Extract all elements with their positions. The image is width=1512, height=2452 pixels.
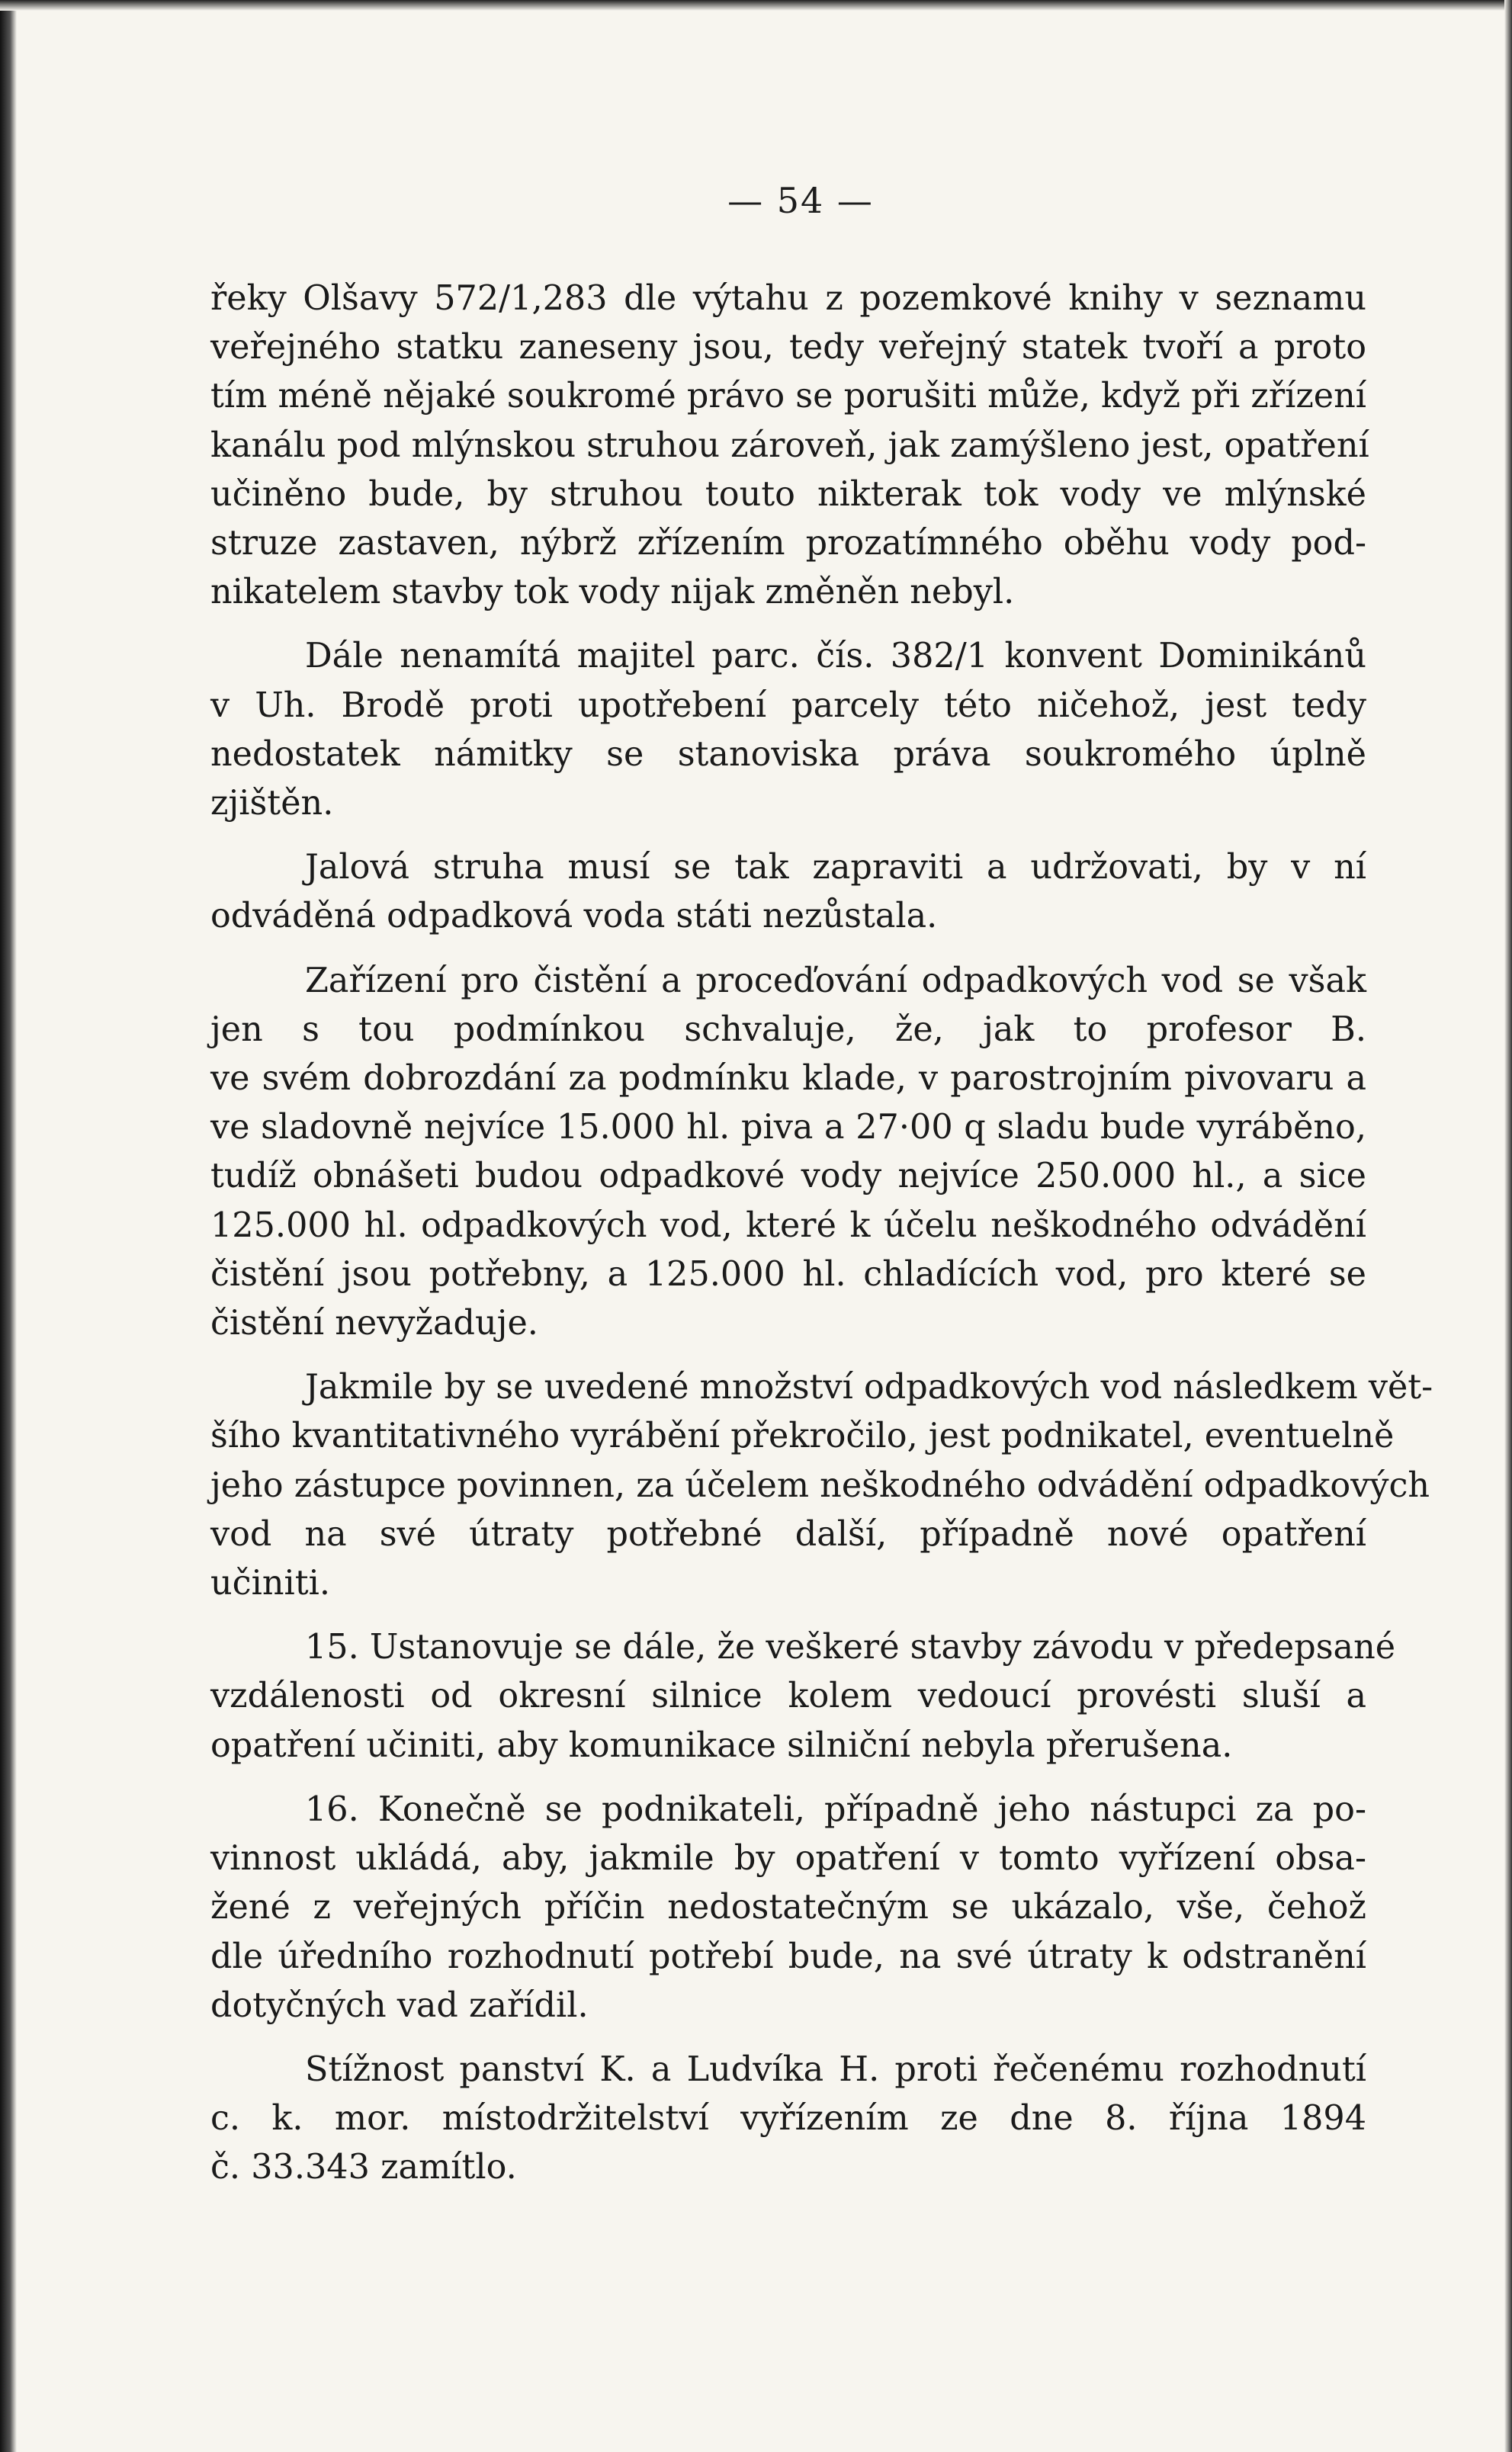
text-line: jeho zástupce povinnen, za účelem neškodného odvádění odpadkových	[210, 1465, 1430, 1505]
text-line: č. 33.343 zamítlo.	[210, 2148, 517, 2187]
text-line: vod na své útraty potřebné další, případně nové opatření	[210, 1514, 1366, 1554]
text-line: nikatelem stavby tok vody nijak změněn nebyl.	[210, 573, 1015, 612]
page-number: — 54 —	[727, 180, 874, 221]
text-line: dotyčných vad zařídil.	[210, 1985, 589, 2025]
paragraph-3	[210, 843, 1366, 941]
text-line: ve sladovně nejvíce 15.000 hl. piva a 27·00 q sladu bude vyráběno,	[210, 1108, 1366, 1147]
text-line: 125.000 hl. odpadkových vod, které k účelu neškodného odvádění	[210, 1205, 1366, 1245]
text-line: čistění nevyžaduje.	[210, 1304, 538, 1343]
text-line: nedostatek námitky se stanoviska práva soukromého úplně	[210, 734, 1366, 774]
text-line: kanálu pod mlýnskou struhou zároveň, jak zamýšleno jest, opatření	[210, 425, 1369, 465]
paragraph-16	[210, 1786, 1366, 2030]
text-line: řeky Olšavy 572/1,283 dle výtahu z pozemkové knihy v seznamu	[210, 279, 1366, 318]
paragraph-1	[210, 274, 1369, 617]
text-line: tudíž obnášeti budou odpadkové vody nejvíce 250.000 hl., a sice	[210, 1157, 1366, 1196]
text-line: vinnost ukládá, aby, jakmile by opatření v tomto vyřízení obsa-	[210, 1839, 1366, 1879]
body-text	[210, 274, 1433, 2208]
text-line: veřejného statku zaneseny jsou, tedy veřejný statek tvoří a proto	[210, 328, 1366, 367]
text-line: Jalová struha musí se tak zapraviti a udržovati, by v ní	[305, 848, 1366, 887]
text-line: vzdálenosti od okresní silnice kolem vedoucí provésti sluší a	[210, 1677, 1366, 1716]
paragraph-2	[210, 632, 1366, 828]
text-line: Dále nenamítá majitel parc. čís. 382/1 konvent Dominikánů	[305, 637, 1366, 676]
text-line: žené z veřejných příčin nedostatečným se ukázalo, vše, čehož	[210, 1888, 1366, 1927]
text-line: učiniti.	[210, 1564, 330, 1603]
text-line: ve svém dobrozdání za podmínku klade, v parostrojním pivovaru a	[210, 1059, 1366, 1099]
text-line: šího kvantitativného vyrábění překročilo, jest podnikatel, eventuelně	[210, 1417, 1395, 1456]
text-line: jen s tou podmínkou schvaluje, že, jak to profesor B.	[210, 1009, 1366, 1049]
text-line: struze zastaven, nýbrž zřízením prozatímného oběhu vody pod-	[210, 524, 1366, 563]
text-line: 16. Konečně se podnikateli, případně jeho nástupci za po-	[305, 1789, 1366, 1829]
scan-right-edge	[1504, 0, 1512, 2452]
text-line: Jakmile by se uvedené množství odpadkových vod následkem vět-	[305, 1368, 1433, 1407]
text-line: opatření učiniti, aby komunikace silniční nebyla přerušena.	[210, 1725, 1233, 1765]
paragraph-complaint	[210, 2046, 1366, 2193]
scan-top-edge	[0, 0, 1512, 11]
text-line: dle úředního rozhodnutí potřebí bude, na své útraty k odstranění	[210, 1937, 1366, 1976]
paragraph-4	[210, 957, 1366, 1349]
text-line: zjištěn.	[210, 784, 334, 823]
text-line: odváděná odpadková voda státi nezůstala.	[210, 897, 938, 936]
text-line: čistění jsou potřebny, a 125.000 hl. chladících vod, pro které se	[210, 1254, 1366, 1294]
text-line: 15. Ustanovuje se dále, že veškeré stavby závodu v předepsané	[305, 1628, 1396, 1667]
text-line: Zařízení pro čistění a proceďování odpadkových vod se však	[305, 961, 1366, 1000]
text-line: Stížnost panství K. a Ludvíka H. proti řečenému rozhodnutí	[305, 2049, 1366, 2089]
text-line: c. k. mor. místodržitelství vyřízením ze dne 8. října 1894	[210, 2099, 1366, 2139]
text-line: v Uh. Brodě proti upotřebení parcely této ničehož, jest tedy	[210, 685, 1366, 725]
text-line: tím méně nějaké soukromé právo se porušiti může, když při zřízení	[210, 377, 1366, 416]
text-line: učiněno bude, by struhou touto nikterak tok vody ve mlýnské	[210, 474, 1366, 514]
paragraph-15	[210, 1623, 1396, 1770]
paragraph-5	[210, 1363, 1433, 1608]
scan-left-edge	[0, 0, 17, 2452]
